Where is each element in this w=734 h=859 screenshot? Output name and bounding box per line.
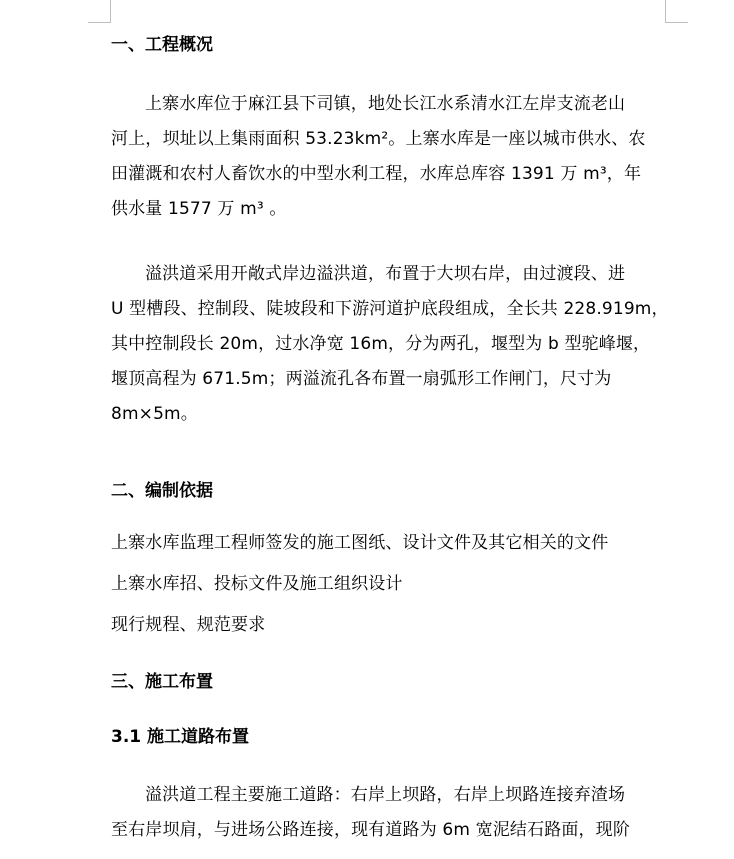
text-line: 上寨水库位于麻江县下司镇，地处长江水系清水江左岸支流老山 xyxy=(145,94,626,114)
section-heading-layout: 三、施工布置 xyxy=(111,672,213,692)
text-line: 田灌溉和农村人畜饮水的中型水利工程，水库总库容 1391 万 m³，年 xyxy=(111,164,642,184)
text-line: 供水量 1577 万 m³ 。 xyxy=(111,199,287,219)
overview-paragraph-1 xyxy=(111,87,669,227)
basis-item: 现行规程、规范要求 xyxy=(111,615,266,635)
page-corner-mark-left xyxy=(88,0,111,23)
section-heading-overview: 一、工程概况 xyxy=(111,35,213,55)
page-corner-mark-right xyxy=(665,0,688,23)
text-line: 堰顶高程为 671.5m；两溢流孔各布置一扇弧形工作闸门，尺寸为 xyxy=(111,369,612,389)
roads-paragraph xyxy=(111,778,669,848)
text-line: 其中控制段长 20m，过水净宽 16m，分为两孔，堰型为 b 型驼峰堰， xyxy=(111,334,651,354)
basis-item: 上寨水库监理工程师签发的施工图纸、设计文件及其它相关的文件 xyxy=(111,533,609,553)
text-line: 河上，坝址以上集雨面积 53.23km²。上寨水库是一座以城市供水、农 xyxy=(111,129,646,149)
overview-paragraph-2 xyxy=(111,257,669,432)
text-line: 溢洪道工程主要施工道路：右岸上坝路，右岸上坝路连接弃渣场 xyxy=(145,785,626,805)
text-line: 溢洪道采用开敞式岸边溢洪道，布置于大坝右岸，由过渡段、进 xyxy=(145,264,626,284)
text-line: U 型槽段、控制段、陡坡段和下游河道护底段组成，全长共 228.919m， xyxy=(111,299,669,319)
text-line: 至右岸坝肩，与进场公路连接，现有道路为 6m 宽泥结石路面，现阶 xyxy=(111,820,630,840)
text-line: 8m×5m。 xyxy=(111,404,198,424)
basis-item: 上寨水库招、投标文件及施工组织设计 xyxy=(111,574,403,594)
subsection-heading-roads: 3.1 施工道路布置 xyxy=(111,727,250,747)
section-heading-basis: 二、编制依据 xyxy=(111,481,213,501)
